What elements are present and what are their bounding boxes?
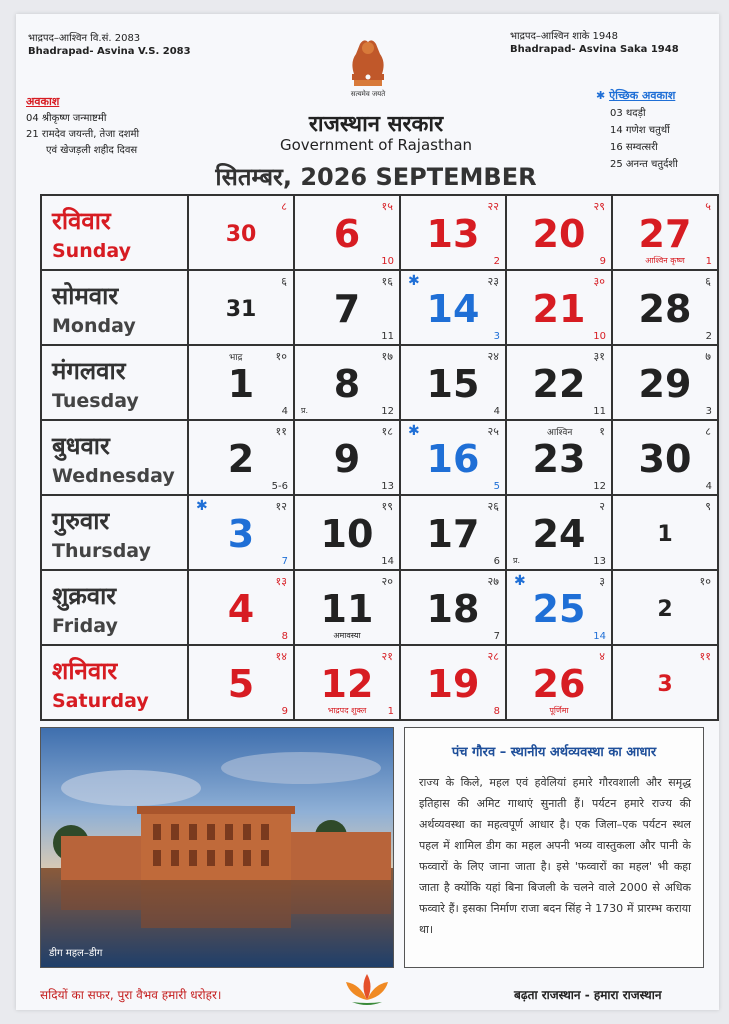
date-number: 31 — [225, 297, 257, 322]
date-cell — [506, 345, 612, 420]
date-cell — [294, 195, 400, 270]
tithi-number: ३१ — [593, 350, 605, 363]
date-cell — [612, 420, 718, 495]
holiday-item: 21 रामदेव जयन्ती, तेजा दशमी — [26, 129, 140, 140]
lunar-day-number: 7 — [493, 631, 500, 642]
lunar-day-number: 14 — [593, 631, 606, 642]
title-english: Government of Rajasthan — [279, 136, 473, 154]
date-number: 11 — [320, 587, 374, 631]
palace-image — [41, 728, 393, 967]
holiday-item: एवं खेजड़ली शहीद दिवस — [46, 145, 138, 156]
date-number: 23 — [532, 437, 586, 481]
lunar-day-number: 4 — [705, 481, 712, 492]
tithi-number: २९ — [593, 200, 605, 213]
lunar-day-number: 4 — [493, 406, 500, 417]
date-number: 21 — [532, 287, 586, 331]
date-cell — [506, 195, 612, 270]
date-number: 4 — [227, 587, 255, 631]
tithi-number: ६ — [281, 275, 287, 288]
lunar-day-number: 11 — [593, 406, 606, 417]
date-number: 20 — [532, 212, 586, 256]
tithi-number: १३ — [275, 575, 287, 588]
date-number: 29 — [638, 362, 692, 406]
holiday-title: अवकाश — [26, 95, 60, 108]
tithi-number: ११ — [699, 650, 711, 663]
tithi-number: २७ — [487, 575, 499, 588]
tithi-number: २० — [381, 575, 393, 588]
calendar-page — [16, 14, 719, 1010]
lunar-day-number: 10 — [381, 256, 394, 267]
optional-holiday-star-icon: ✱ — [514, 573, 526, 589]
lunar-day-number: 4 — [281, 406, 288, 417]
date-cell — [612, 195, 718, 270]
month-marker: आश्विन — [547, 428, 573, 438]
date-cell — [506, 645, 612, 720]
tithi-number: २६ — [487, 500, 499, 513]
date-number: 16 — [426, 437, 480, 481]
star-icon: ✱ — [596, 89, 606, 102]
day-name-english: Tuesday — [52, 390, 139, 412]
tithi-number: १२ — [275, 500, 287, 513]
date-number: 6 — [333, 212, 361, 256]
lunar-day-number: 2 — [493, 256, 500, 267]
date-number: 8 — [333, 362, 361, 406]
date-number: 3 — [657, 672, 673, 697]
date-cell — [400, 570, 506, 645]
day-name-hindi: मंगलवार — [52, 356, 126, 385]
tithi-number: १० — [275, 350, 287, 363]
tithi-number: २३ — [487, 275, 499, 288]
date-cell — [612, 645, 718, 720]
date-note: अमावस्या — [333, 631, 361, 640]
tithi-number: २१ — [381, 650, 393, 663]
date-cell — [294, 645, 400, 720]
title-hindi: राजस्थान सरकार — [308, 112, 444, 137]
date-cell — [294, 420, 400, 495]
date-cell — [400, 195, 506, 270]
day-name-english: Sunday — [52, 240, 131, 262]
holiday-list — [26, 94, 139, 159]
optional-holiday-title: ऐच्छिक अवकाश — [609, 89, 676, 102]
month-title: सितम्बर, 2026 SEPTEMBER — [215, 163, 537, 191]
lotus-logo — [342, 970, 392, 1010]
date-cell — [612, 270, 718, 345]
date-cell — [506, 420, 612, 495]
date-number: 18 — [426, 587, 480, 631]
lunar-day-number: 7 — [281, 556, 288, 567]
header-right-line1: भाद्रपद–आश्विन शाके 1948 — [510, 31, 618, 42]
lunar-day-number: 3 — [493, 331, 500, 342]
tithi-number: १७ — [381, 350, 393, 363]
date-number: 22 — [532, 362, 586, 406]
date-number: 28 — [638, 287, 692, 331]
optional-holiday-star-icon: ✱ — [196, 498, 208, 514]
lunar-day-number: 13 — [381, 481, 394, 492]
lunar-day-number: 11 — [381, 331, 394, 342]
optional-holiday-item: 25 अनन्त चतुर्दशी — [610, 159, 678, 170]
tithi-number: १९ — [381, 500, 393, 513]
date-number: 5 — [227, 662, 255, 706]
calendar-grid — [40, 194, 719, 721]
day-name-hindi: गुरुवार — [52, 506, 110, 535]
lunar-day-number: 13 — [593, 556, 606, 567]
date-cell — [294, 495, 400, 570]
date-number: 12 — [320, 662, 374, 706]
date-cell — [188, 345, 294, 420]
tithi-number: १८ — [381, 425, 393, 438]
date-cell — [294, 345, 400, 420]
date-cell — [188, 645, 294, 720]
date-number: 14 — [426, 287, 480, 331]
week-row-monday — [41, 270, 718, 345]
date-cell — [188, 570, 294, 645]
date-number: 2 — [657, 597, 673, 622]
date-number: 1 — [227, 362, 255, 406]
date-note: आश्विन कृष्ण — [645, 256, 685, 265]
date-number: 26 — [532, 662, 586, 706]
date-number: 30 — [638, 437, 692, 481]
lunar-day-number: 9 — [281, 706, 288, 717]
week-row-sunday — [41, 195, 718, 270]
lunar-day-number: 5-6 — [271, 481, 288, 492]
date-cell — [188, 270, 294, 345]
date-number: 15 — [426, 362, 480, 406]
week-row-thursday — [41, 495, 718, 570]
optional-holiday-star-icon: ✱ — [408, 273, 420, 289]
tithi-number: ३० — [593, 275, 605, 288]
date-number: 1 — [657, 522, 673, 547]
lunar-day-number: 6 — [493, 556, 500, 567]
date-cell — [506, 570, 612, 645]
tithi-number: १४ — [275, 650, 287, 663]
lunar-day-number: 12 — [593, 481, 606, 492]
lunar-day-number: 1 — [705, 256, 712, 267]
day-name-tuesday — [41, 345, 188, 420]
day-name-hindi: रविवार — [52, 206, 111, 235]
day-name-hindi: शुक्रवार — [52, 581, 117, 610]
date-number: 25 — [532, 587, 586, 631]
date-cell — [506, 495, 612, 570]
lunar-day-number: 10 — [593, 331, 606, 342]
header-left — [28, 32, 191, 58]
day-name-english: Friday — [52, 615, 118, 637]
date-note: भाद्रपद शुक्ल — [327, 706, 367, 715]
month-marker: भाद्र — [229, 353, 243, 363]
tithi-number: ५ — [705, 200, 711, 213]
tithi-number: २ — [599, 500, 605, 513]
tithi-number: २२ — [487, 200, 499, 213]
tithi-number: ६ — [705, 275, 711, 288]
day-name-sunday — [41, 195, 188, 270]
lunar-day-number: 14 — [381, 556, 394, 567]
day-name-english: Saturday — [52, 690, 149, 712]
date-number: 2 — [227, 437, 255, 481]
tithi-number: ११ — [275, 425, 287, 438]
date-cell — [506, 270, 612, 345]
header-left-line2: Bhadrapad- Asvina V.S. 2083 — [28, 46, 191, 57]
tithi-number: ८ — [281, 200, 287, 213]
date-cell — [612, 495, 718, 570]
day-name-friday — [41, 570, 188, 645]
optional-holiday-heading — [596, 88, 678, 103]
date-cell — [294, 270, 400, 345]
date-cell — [400, 345, 506, 420]
date-cell — [188, 195, 294, 270]
info-body: राज्य के किले, महल एवं हवेलियां हमारे गौरवशाली और समृद्ध इतिहास की अमिट गाथाएं सुनाती हैं। पर्यटन हमारे राज्य की अर्थव्यवस्था का महत्वपूर्ण आधार है। एक जिला–एक पर्यटन स्थल पहल में शामिल डीग का महल अपनी भव्य वास्तुकला और पानी के फव्वारों के लिए जाना जाता है। इसे 'फव्वारों का महल' भी कहा जाता है क्योंकि यहां बिना बिजली के चलने वाले 2000 से अधिक फव्वारे हैं। इसका निर्माण राजा बदन सिंह ने 1730 में प्रारम्भ कराया था। — [419, 776, 691, 936]
tithi-number: ८ — [705, 425, 711, 438]
pratipada-marker: प्र. — [301, 406, 309, 415]
deeg-palace-photo — [40, 727, 394, 968]
date-cell — [188, 495, 294, 570]
lunar-day-number: 3 — [705, 406, 712, 417]
day-name-hindi: बुधवार — [52, 431, 110, 460]
footer-slogan-left: सदियों का सफर, पुरा वैभव हमारी धरोहर। — [40, 988, 222, 1002]
day-name-english: Wednesday — [52, 465, 175, 487]
day-name-hindi: शनिवार — [52, 656, 118, 685]
date-cell — [188, 420, 294, 495]
date-cell — [612, 345, 718, 420]
date-number: 27 — [638, 212, 692, 256]
lunar-day-number: 8 — [493, 706, 500, 717]
date-cell — [294, 570, 400, 645]
optional-holiday-item: 16 सम्वत्सरी — [610, 142, 658, 153]
day-name-english: Monday — [52, 315, 136, 337]
lunar-day-number: 9 — [599, 256, 606, 267]
date-cell — [400, 270, 506, 345]
tithi-number: ४ — [599, 650, 605, 663]
date-cell — [400, 420, 506, 495]
day-name-monday — [41, 270, 188, 345]
header-right-line2: Bhadrapad- Asvina Saka 1948 — [510, 44, 679, 55]
lunar-day-number: 1 — [387, 706, 394, 717]
tithi-number: ३ — [599, 575, 605, 588]
lunar-day-number: 8 — [281, 631, 288, 642]
tithi-number: १५ — [381, 200, 393, 213]
tithi-number: २५ — [487, 425, 499, 438]
day-name-thursday — [41, 495, 188, 570]
date-number: 19 — [426, 662, 480, 706]
week-row-tuesday — [41, 345, 718, 420]
day-name-english: Thursday — [52, 540, 151, 562]
tithi-number: ७ — [705, 350, 711, 363]
tithi-number: २४ — [487, 350, 499, 363]
tithi-number: १० — [699, 575, 711, 588]
date-number: 13 — [426, 212, 480, 256]
week-row-friday — [41, 570, 718, 645]
tithi-number: २८ — [487, 650, 499, 663]
date-number: 3 — [227, 512, 255, 556]
date-number: 17 — [426, 512, 480, 556]
date-number: 30 — [225, 222, 257, 247]
lunar-day-number: 5 — [493, 481, 500, 492]
day-name-saturday — [41, 645, 188, 720]
date-number: 9 — [333, 437, 361, 481]
holiday-item: 04 श्रीकृष्ण जन्माष्टमी — [26, 113, 107, 124]
optional-holiday-list — [596, 88, 678, 173]
date-note: पूर्णिमा — [549, 706, 569, 715]
day-name-hindi: सोमवार — [52, 281, 119, 310]
week-row-wednesday — [41, 420, 718, 495]
date-number: 7 — [333, 287, 361, 331]
header-right — [510, 30, 679, 56]
optional-holiday-item: 03 थदड़ी — [610, 108, 646, 119]
tithi-number: १ — [599, 425, 605, 438]
week-row-saturday — [41, 645, 718, 720]
date-cell — [612, 570, 718, 645]
day-name-wednesday — [41, 420, 188, 495]
lunar-day-number: 2 — [705, 331, 712, 342]
header-left-line1: भाद्रपद–आश्विन वि.सं. 2083 — [28, 33, 141, 44]
optional-holiday-item: 14 गणेश चतुर्थी — [610, 125, 670, 136]
tithi-number: ९ — [705, 500, 711, 513]
date-cell — [400, 495, 506, 570]
optional-holiday-star-icon: ✱ — [408, 423, 420, 439]
info-title: पंच गौरव – स्थानीय अर्थव्यवस्था का आधार — [451, 745, 657, 760]
photo-caption: डीग महल–डीग — [49, 948, 103, 959]
info-panel — [404, 727, 704, 968]
lunar-day-number: 12 — [381, 406, 394, 417]
date-cell — [400, 645, 506, 720]
date-number: 24 — [532, 512, 586, 556]
emblem-motto: सत्यमेव जयते — [350, 90, 386, 98]
date-number: 10 — [320, 512, 374, 556]
pratipada-marker: प्र. — [513, 556, 521, 565]
tithi-number: १६ — [381, 275, 393, 288]
footer-slogan-right: बढ़ता राजस्थान - हमारा राजस्थान — [514, 988, 662, 1002]
